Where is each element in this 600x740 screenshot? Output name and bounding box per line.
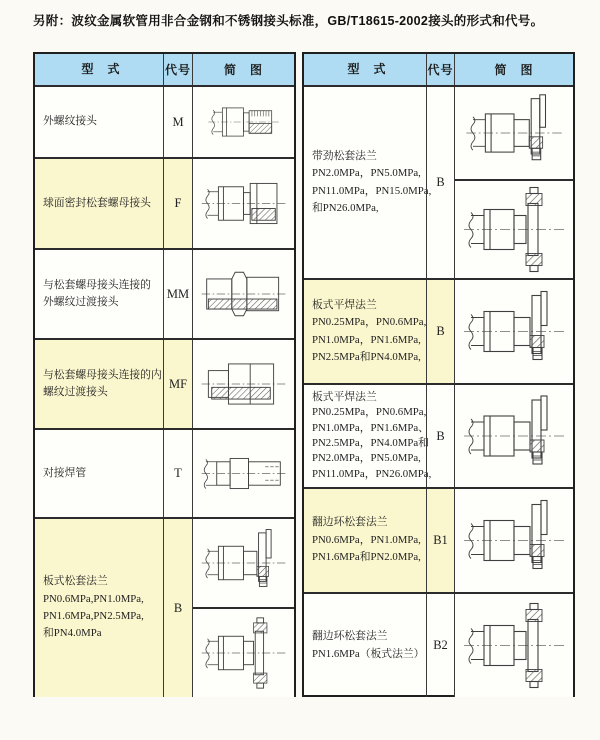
plate-flange-diagram [455,280,573,383]
fitting-pressure-label: 和PN26.0MPa, [312,201,379,214]
fitting-type-label: 螺纹过渡接头 [43,386,108,398]
fitting-type-cell [35,519,163,697]
fitting-type-label: 板式平焊法兰 [312,391,377,404]
fitting-type-cell [35,159,163,248]
plate-flange-diagram [455,87,573,179]
fitting-code-cell: B2 [426,594,454,697]
fitting-type-cell [35,340,163,428]
fitting-type-cell [304,87,432,278]
fitting-type-label: 球面密封松套螺母接头 [43,196,151,209]
fitting-type-label: 与松套螺母接头连接的内 [43,368,162,381]
fitting-pressure-label: 和PN4.0MPa [43,627,102,640]
fitting-pressure-label: PN1.6MPa（板式法兰） [312,647,425,660]
fitting-type-label: 与松套螺母接头连接的 [43,278,151,291]
diagram-column [192,519,294,697]
diagram-column [454,594,573,697]
table-row [35,517,294,697]
fittings-table-left [33,52,296,697]
diagram-column [192,250,294,338]
fitting-pressure-label: PN2.0MPa，PN5.0MPa, [312,167,421,180]
diagram-column [454,385,573,487]
fitting-code-cell: B [426,385,454,487]
lap-flange-diagram [193,607,294,697]
diagram-column [454,87,573,278]
diagram-column [192,87,294,157]
fitting-type-label: 对接焊管 [43,466,87,479]
fitting-pressure-label: PN0.25MPa，PN0.6MPa, [312,406,427,419]
fitting-type-label: 板式平焊法兰 [312,298,377,311]
fitting-type-cell [304,594,426,697]
fitting-pressure-label: PN0.6MPa,PN1.0MPa, [43,592,144,605]
nipple-fitting-diagram [193,340,294,428]
fitting-code-cell: B [163,519,192,697]
lap-flange-diagram [455,179,573,278]
fitting-code-cell: MF [163,340,192,428]
fitting-pressure-label: PN1.0MPa，PN1.6MPa, [312,333,421,346]
fitting-type-cell [35,87,163,157]
fitting-code-cell: B1 [426,489,454,592]
diagram-column [454,280,573,383]
fitting-code-cell: F [163,159,192,248]
fitting-type-label: 外螺纹过渡接头 [43,296,119,308]
diagram-column [192,340,294,428]
table-row [304,85,573,278]
col-header-diagram: 简 图 [454,54,573,85]
plate-flange-diagram [193,519,294,607]
col-header-code: 代号 [163,54,192,85]
fitting-pressure-label: PN0.6MPa，PN1.0MPa, [312,533,421,546]
page-title: 另附：波纹金属软管用非合金钢和不锈钢接头标准，GB/T18615-2002接头的形式和代号。 [33,14,544,28]
table-row [304,487,573,592]
fitting-pressure-label: PN2.5MPa和PN4.0MPa, [312,350,421,363]
fitting-pressure-label: PN11.0MPa，PN26.0MPa, [312,467,432,480]
fitting-type-label: 翻边环松套法兰 [312,630,388,643]
col-header-type: 型 式 [35,54,163,85]
fitting-type-cell [304,280,426,383]
table-row [35,157,294,248]
table-row [35,248,294,338]
table-row [304,278,573,383]
fitting-type-cell [35,250,163,338]
diagram-column [192,430,294,517]
fitting-type-label: 翻边环松套法兰 [312,516,388,529]
table-row [35,428,294,517]
butt-weld-diagram [193,430,294,517]
diagram-column [454,489,573,592]
plate-flange-diagram [455,489,573,592]
fitting-pressure-label: PN2.5MPa，PN4.0MPa和 [312,437,429,449]
plate-flange-diagram [455,385,573,487]
table-header-row [304,54,573,85]
fitting-code-cell: T [163,430,192,517]
col-header-code: 代号 [426,54,454,85]
diagram-column [192,159,294,248]
fitting-code-cell: M [163,87,192,157]
table-row [35,85,294,157]
fitting-pressure-label: PN1.0MPa，PN1.6MPa、 [312,421,429,434]
col-header-type: 型 式 [304,54,426,85]
fitting-type-cell [35,430,163,517]
fitting-pressure-label: PN1.6MPa和PN2.0MPa, [312,551,421,564]
fitting-code-cell: MM [163,250,192,338]
fitting-type-cell [304,489,426,592]
male-thread-fitting-diagram [193,87,294,157]
fitting-pressure-label: PN11.0MPa，PN15.0MPa, [312,184,432,197]
table-row [304,592,573,697]
nipple-fitting-diagram [193,250,294,338]
fitting-pressure-label: PN0.25MPa，PN0.6MPa, [312,316,427,329]
fittings-table-right [302,52,575,697]
table-row [35,338,294,428]
fitting-pressure-label: PN2.0MPa，PN5.0MPa, [312,452,421,465]
fitting-type-cell [304,385,432,487]
fitting-code-cell: B [426,280,454,383]
union-nut-fitting-diagram [193,159,294,248]
fitting-type-label: 外螺纹接头 [43,115,97,128]
fitting-type-label: 板式松套法兰 [43,575,108,588]
table-header-row [35,54,294,85]
lap-flange-diagram [455,594,573,697]
table-row [304,383,573,487]
col-header-diagram: 简 图 [192,54,294,85]
fitting-pressure-label: PN1.6MPa,PN2.5MPa, [43,610,144,622]
fitting-code-cell: B [426,87,454,278]
fitting-type-label: 带劲松套法兰 [312,149,377,162]
